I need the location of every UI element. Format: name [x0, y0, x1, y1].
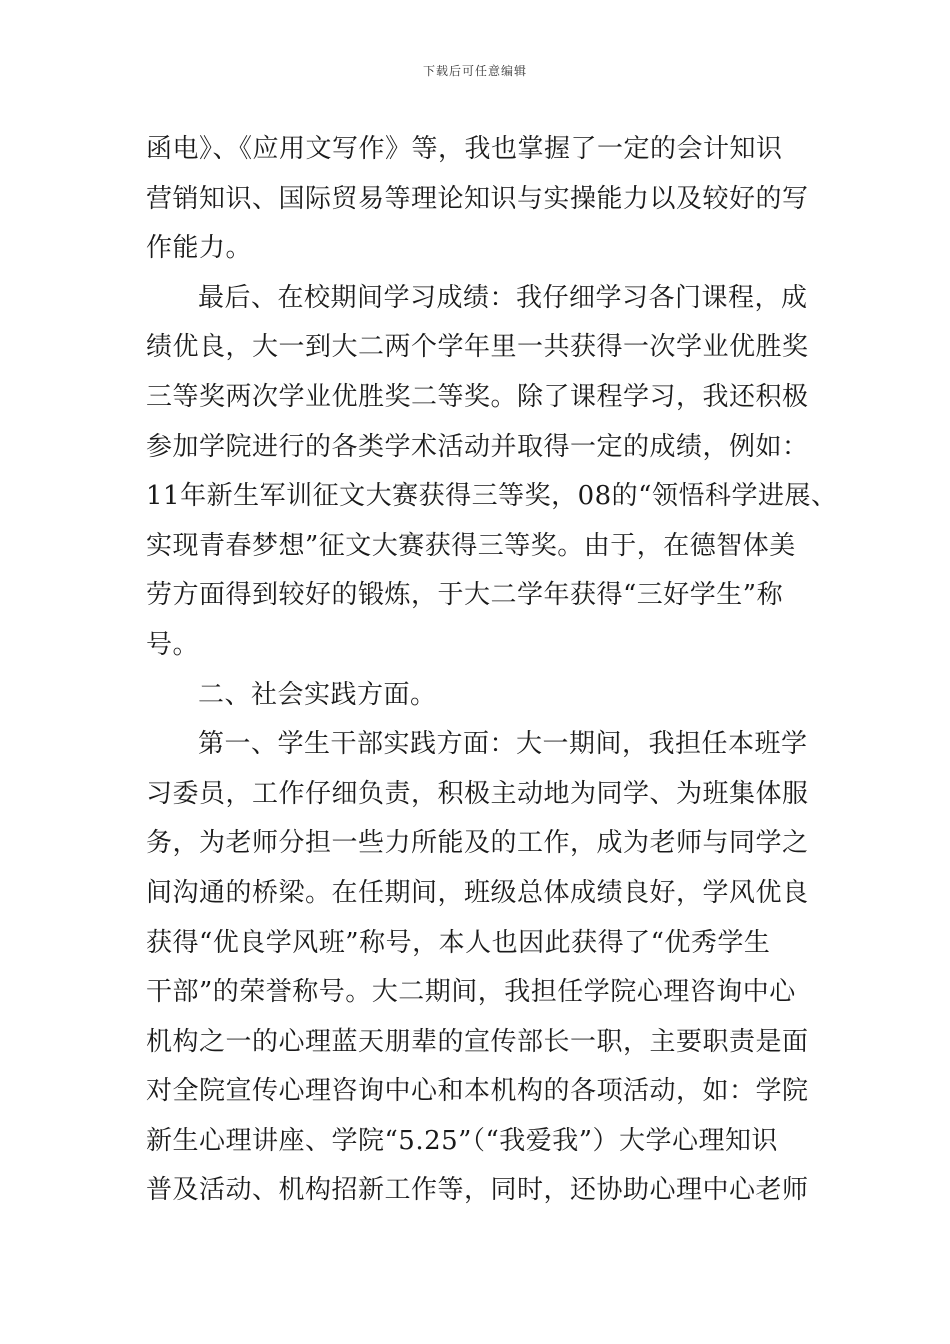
- text-line: 习委员，工作仔细负责，积极主动地为同学、为班集体服: [146, 778, 809, 809]
- text-line: 新生心理讲座、学院“5.25”（“我爱我”）大学心理知识: [146, 1125, 779, 1156]
- text-line: 11年新生军训征文大赛获得三等奖，08的“领悟科学进展、: [146, 481, 838, 512]
- text-line: 对全院宣传心理咨询中心和本机构的各项活动，如：学院: [146, 1076, 809, 1107]
- text-line: 务，为老师分担一些力所能及的工作，成为老师与同学之: [146, 828, 809, 859]
- text-line: 普及活动、机构招新工作等，同时，还协助心理中心老师: [146, 1175, 809, 1206]
- text-line: 劳方面得到较好的锻炼，于大二学年获得“三好学生”称: [146, 580, 784, 611]
- text-line: 干部”的荣誉称号。大二期间，我担任学院心理咨询中心: [146, 977, 796, 1008]
- paragraph-first-line: 最后、在校期间学习成绩：我仔细学习各门课程，成: [198, 282, 808, 313]
- text-line: 机构之一的心理蓝天朋辈的宣传部长一职，主要职责是面: [146, 1026, 809, 1057]
- paragraph-first-line: 第一、学生干部实践方面：大一期间，我担任本班学: [198, 729, 808, 760]
- page-header-note: 下载后可任意编辑: [422, 64, 527, 78]
- text-line: 号。: [146, 629, 200, 660]
- text-line: 绩优良，大一到大二两个学年里一共获得一次学业优胜奖: [146, 332, 809, 363]
- text-line: 作能力。: [146, 233, 253, 264]
- section-heading: 二、社会实践方面。: [198, 679, 437, 710]
- text-line: 实现青春梦想”征文大赛获得三等奖。由于，在德智体美: [146, 530, 796, 561]
- document-body: [146, 125, 838, 1216]
- text-line: 三等奖两次学业优胜奖二等奖。除了课程学习，我还积极: [146, 381, 809, 412]
- text-line: 参加学院进行的各类学术活动并取得一定的成绩，例如：: [146, 431, 809, 462]
- text-line: 间沟通的桥梁。在任期间，班级总体成绩良好，学风优良: [146, 877, 809, 908]
- text-line: 获得“优良学风班”称号，本人也因此获得了“优秀学生: [146, 927, 771, 958]
- text-line: 营销知识、国际贸易等理论知识与实操能力以及较好的写: [146, 183, 809, 214]
- text-line: 函电》、《应用文写作》等，我也掌握了一定的会计知识: [146, 134, 783, 164]
